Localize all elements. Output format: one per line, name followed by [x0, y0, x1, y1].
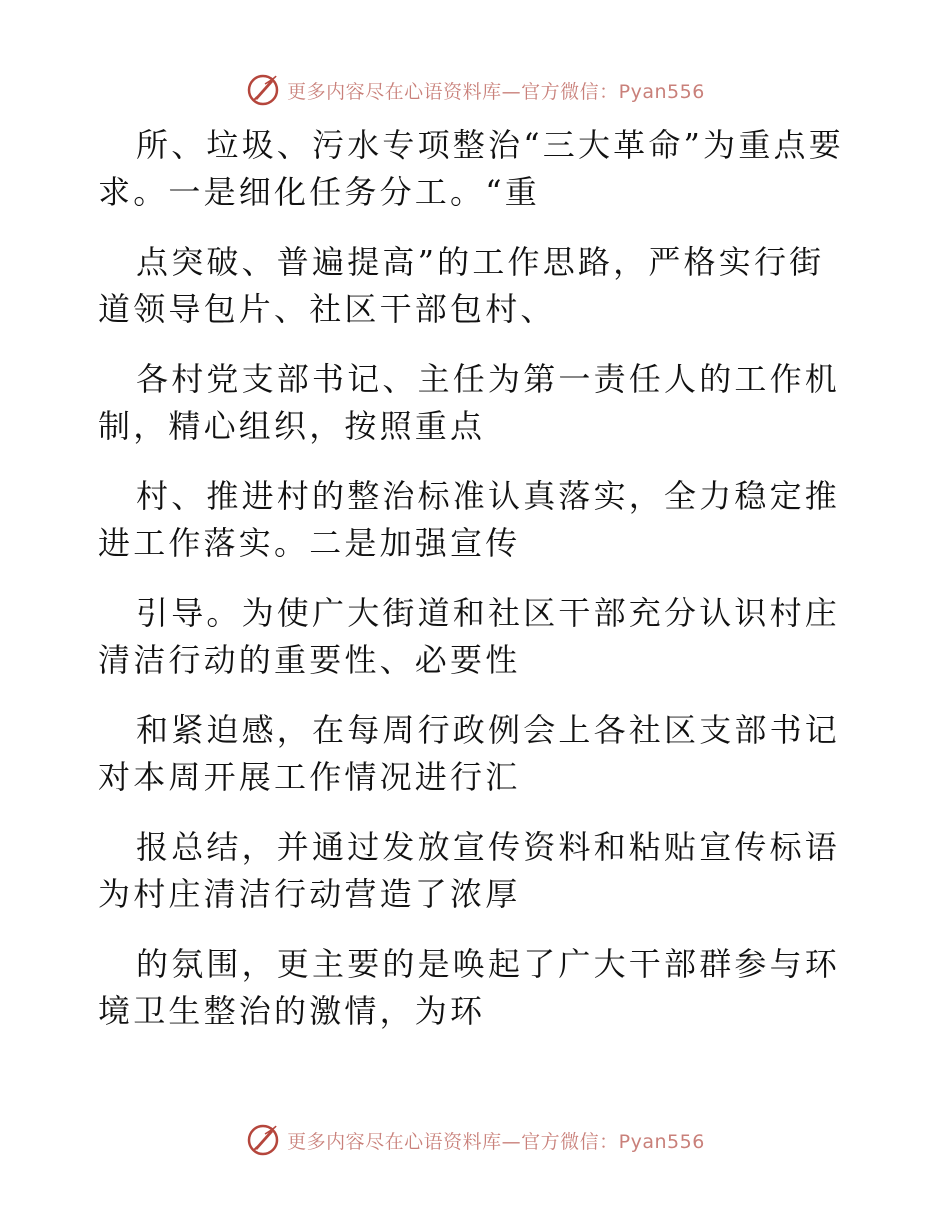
quill-pen-circle-icon: [245, 1122, 281, 1158]
quill-pen-circle-icon: [245, 72, 281, 108]
paragraph-6: 和紧迫感，在每周行政例会上各社区支部书记对本周开展工作情况进行汇: [98, 711, 841, 796]
paragraph-3: 各村党支部书记、主任为第一责任人的工作机制，精心组织，按照重点: [98, 360, 841, 445]
header-banner: [0, 70, 950, 110]
document-body: [98, 122, 858, 1058]
footer-banner-text: 更多内容尽在心语资料库—官方微信：Pyan556: [287, 1130, 705, 1153]
paragraph-2: 点突破、普遍提高”的工作思路，严格实行街道领导包片、社区干部包村、: [98, 243, 825, 328]
footer-banner: [0, 1120, 950, 1160]
paragraph-1: 所、垃圾、污水专项整治“三大革命”为重点要求。一是细化任务分工。“重: [98, 126, 844, 211]
paragraph-7: 报总结，并通过发放宣传资料和粘贴宣传标语为村庄清洁行动营造了浓厚: [98, 828, 841, 913]
header-banner-text: 更多内容尽在心语资料库—官方微信：Pyan556: [287, 80, 705, 103]
paragraph-8: 的氛围，更主要的是唤起了广大干部群参与环境卫生整治的激情，为环: [98, 945, 841, 1030]
paragraph-5: 引导。为使广大街道和社区干部充分认识村庄清洁行动的重要性、必要性: [98, 594, 841, 679]
paragraph-4: 村、推进村的整治标准认真落实，全力稳定推进工作落实。二是加强宣传: [98, 477, 841, 562]
